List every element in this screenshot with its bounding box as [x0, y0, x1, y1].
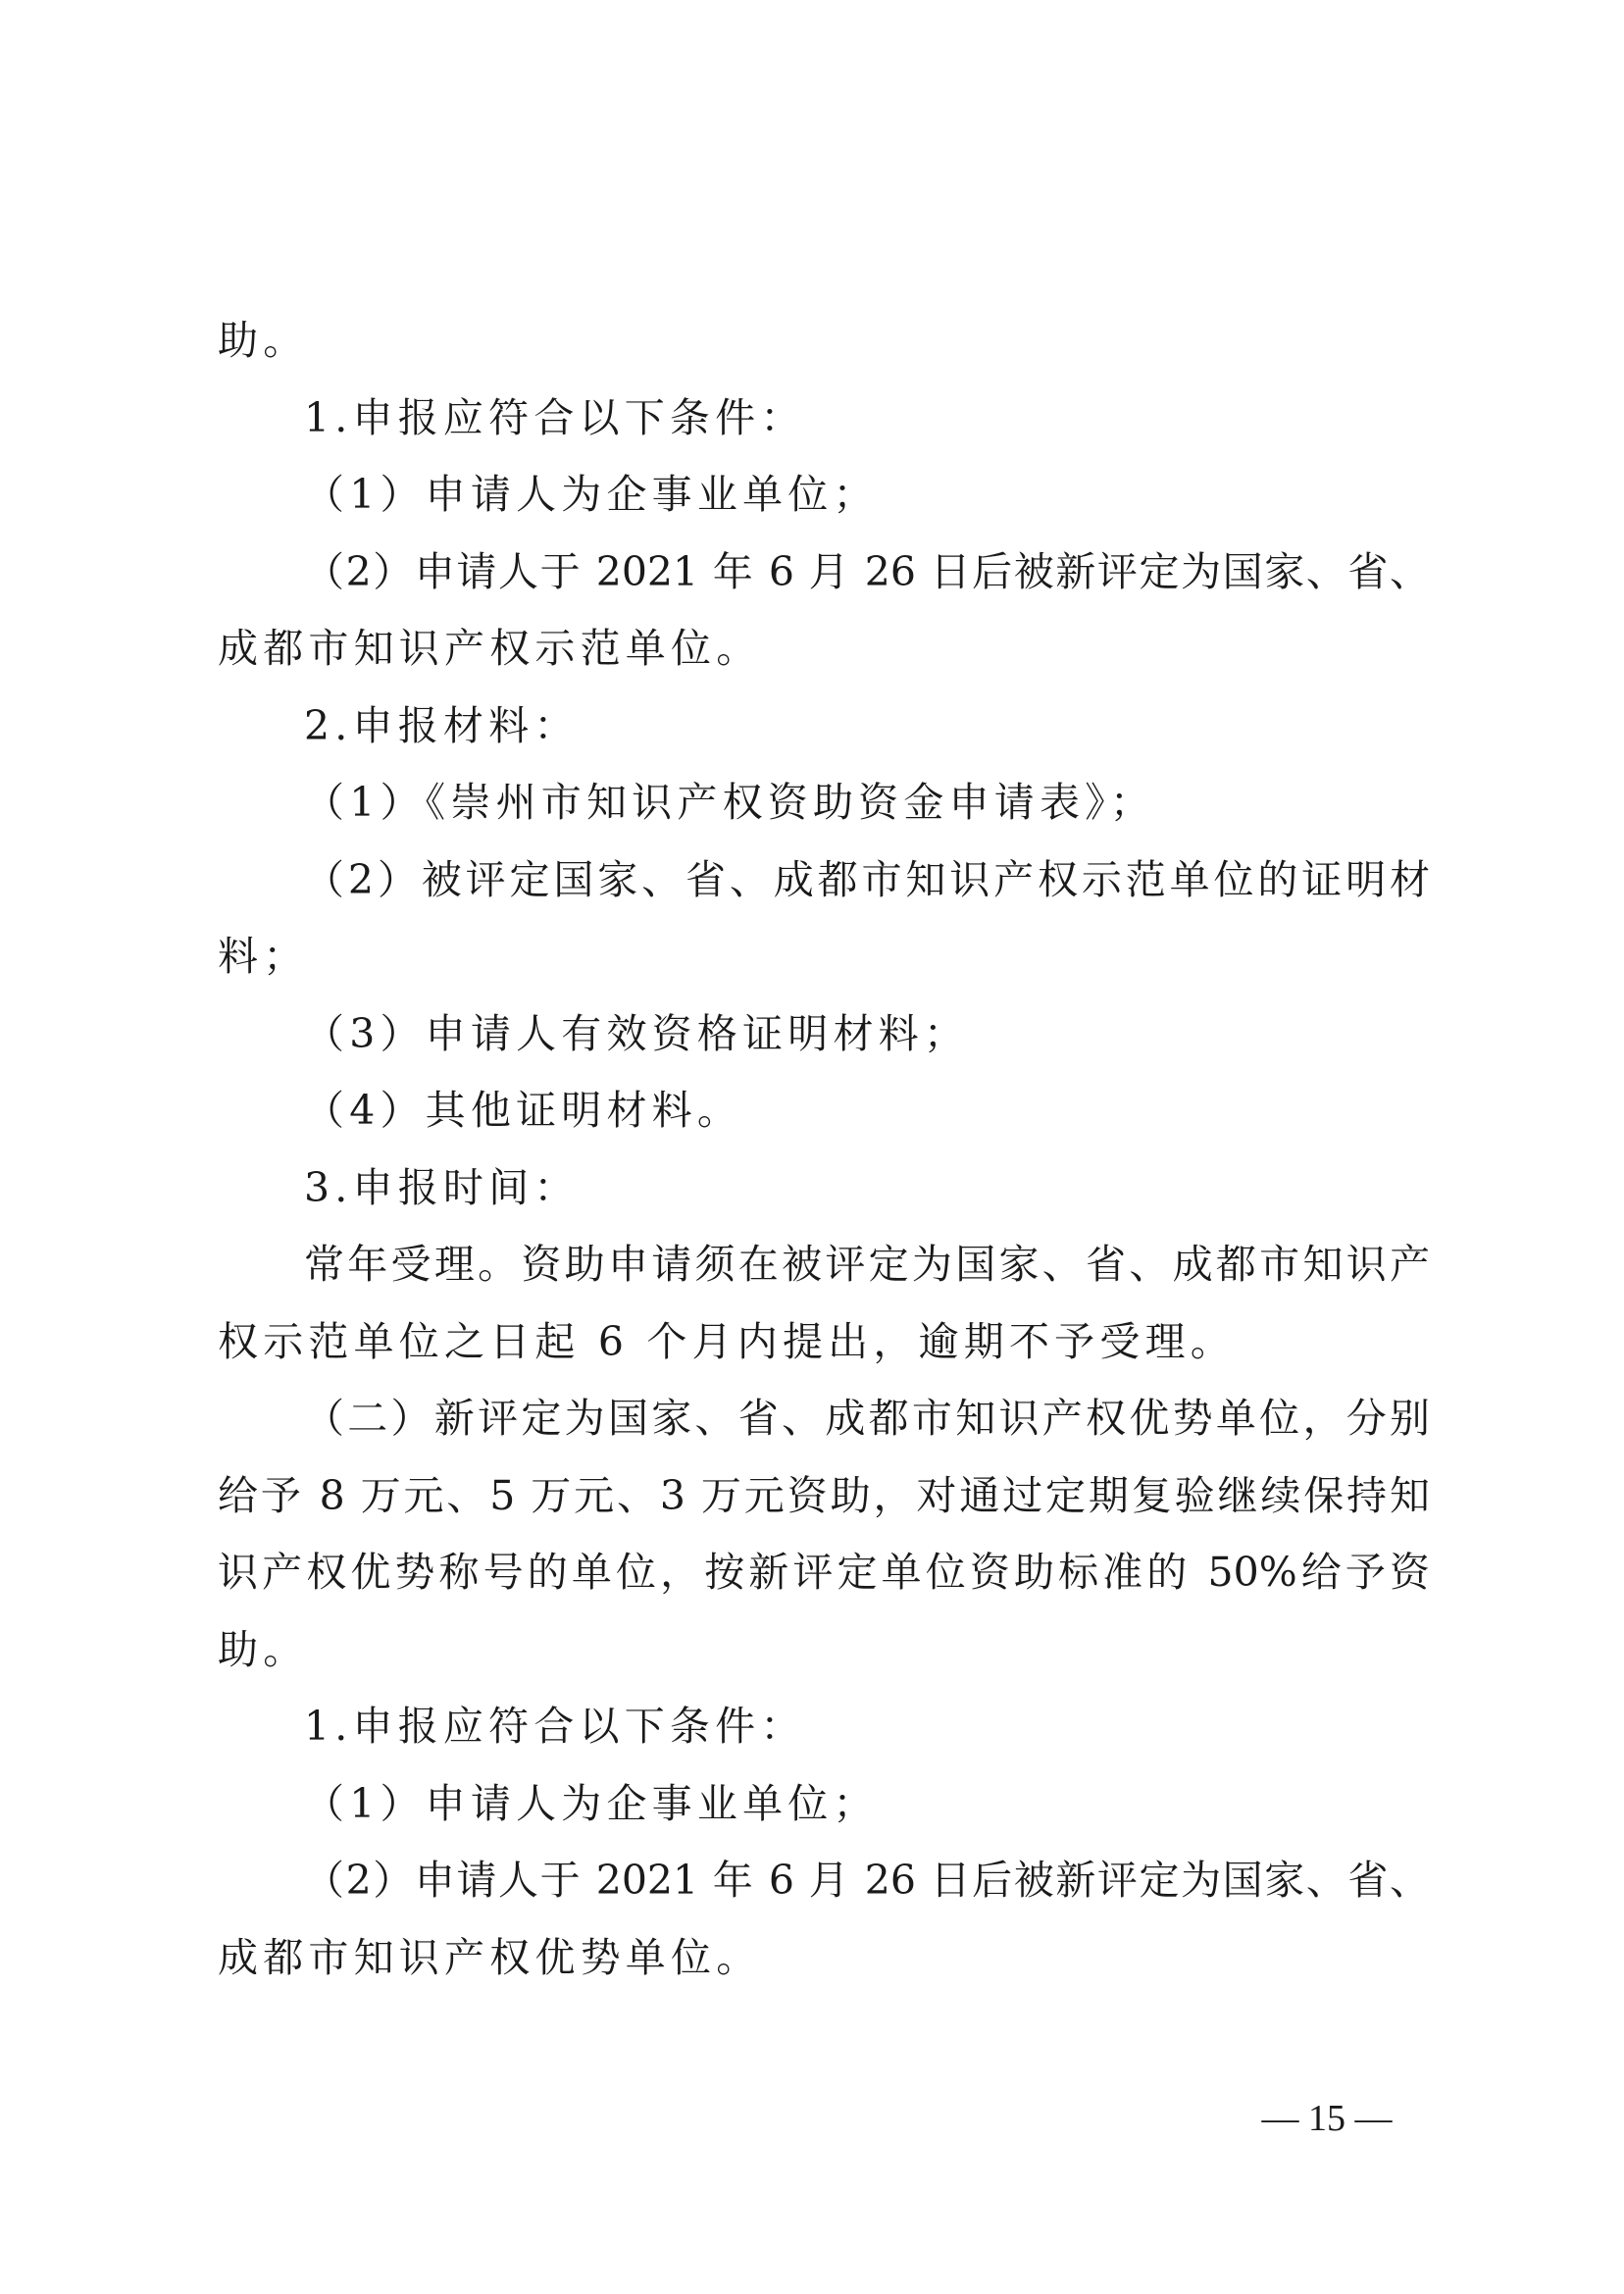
text-line: 助。 [218, 1625, 309, 1673]
text-line: （1）申请人为企事业单位； [304, 471, 879, 518]
text-line: （2）被评定国家、省、成都市知识产权示范单位的证明材 [304, 855, 1430, 903]
text-line: （2）申请人于 2021 年 6 月 26 日后被新评定为国家、省、 [304, 547, 1430, 595]
body-text [218, 302, 1430, 1996]
text-line: （4）其他证明材料。 [304, 1087, 743, 1134]
text-line: 3.申报时间： [304, 1163, 580, 1211]
text-line: （1）申请人为企事业单位； [304, 1779, 879, 1827]
text-line: 2.申报材料： [304, 701, 580, 749]
text-line: 成都市知识产权优势单位。 [218, 1933, 762, 1981]
text-line: 助。 [218, 317, 309, 364]
text-line: 成都市知识产权示范单位。 [218, 625, 762, 672]
text-line: （1）《崇州市知识产权资助资金申请表》； [304, 779, 1156, 826]
text-line: 识产权优势称号的单位，按新评定单位资助标准的 50%给予资 [218, 1549, 1430, 1596]
text-line: 权示范单位之日起 6 个月内提出，逾期不予受理。 [218, 1317, 1236, 1365]
page-number: — 15 — [1261, 2098, 1393, 2139]
text-line: 1.申报应符合以下条件： [304, 1703, 806, 1750]
text-line: 料； [218, 933, 309, 980]
text-line: 1.申报应符合以下条件： [304, 393, 806, 441]
text-line: （二）新评定为国家、省、成都市知识产权优势单位，分别 [304, 1395, 1430, 1442]
text-line: 给予 8 万元、5 万元、3 万元资助，对通过定期复验继续保持知 [218, 1471, 1430, 1519]
text-line: 常年受理。资助申请须在被评定为国家、省、成都市知识产 [304, 1241, 1430, 1288]
text-line: （3）申请人有效资格证明材料； [304, 1009, 970, 1057]
text-line: （2）申请人于 2021 年 6 月 26 日后被新评定为国家、省、 [304, 1857, 1430, 1904]
